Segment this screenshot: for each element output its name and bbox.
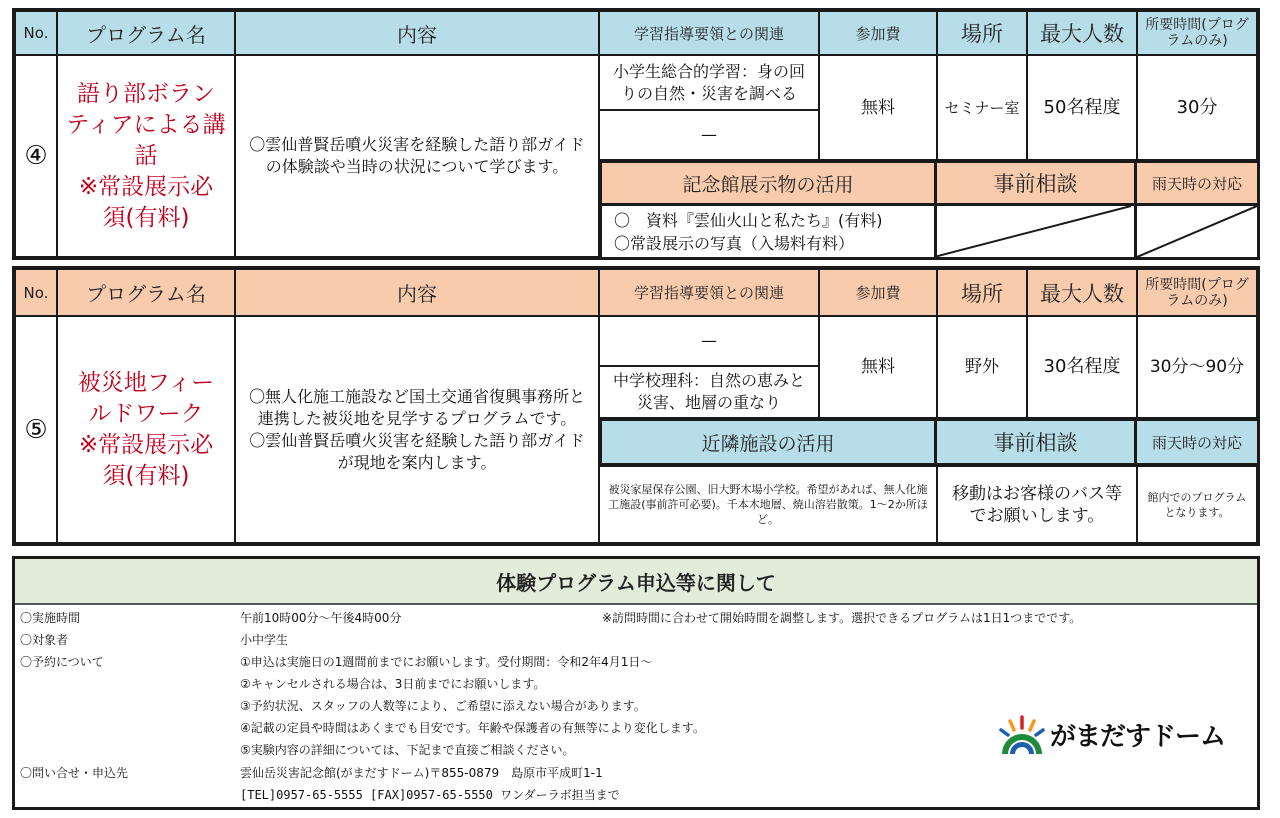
info-reservation-item: ⑤実験内容の詳細については、下記まで直接ご相談ください。 [240, 743, 575, 757]
program-5-content [235, 316, 599, 543]
info-time-note: ※訪問時間に合わせて開始時間を調整します。選択できるプログラムは1日1つまでです。 [602, 611, 1082, 625]
header-max: 最大人数 [1027, 269, 1137, 316]
program-5-rain-header: 雨天時の対応 [1137, 418, 1260, 466]
program-4-max: 50名程度 [1027, 55, 1137, 160]
info-reservation-item: ④記載の定員や時間はあくまでも目安です。年齢や保護者の有無等により変化します。 [240, 721, 705, 735]
program-4-title-line: 須(有料) [102, 204, 190, 231]
program-4-time: 30分 [1137, 55, 1257, 160]
program-5-content-1: 〇無人化施工施設など国土交通省復興事務所と連携した被災地を見学するプログラムです。 [248, 386, 585, 428]
program-5-utilization-header: 近隣施設の活用 [599, 418, 937, 466]
program-4-rain-header: 雨天時の対応 [1137, 160, 1260, 206]
program-4-guideline-2: — [599, 110, 819, 160]
header-content: 内容 [235, 269, 599, 316]
program-4-fee: 無料 [819, 55, 937, 160]
header-guideline: 学習指導要領との関連 [599, 269, 819, 316]
program-4-guideline-1: 小学生総合的学習：身の回りの自然・災害を調べる [599, 55, 819, 110]
program-4-number: ④ [15, 55, 57, 257]
program-4-utilization-line: 〇常設展示の写真（入場料有料） [614, 233, 855, 253]
header-fee: 参加費 [819, 269, 937, 316]
program-4-rain-empty [1137, 206, 1260, 260]
program-5-number: ⑤ [15, 316, 57, 543]
logo-text: がまだすドーム [1050, 722, 1226, 752]
info-target-label: 〇対象者 [20, 633, 69, 647]
program-5-title [57, 316, 235, 543]
program-5-content-2: 〇雲仙普賢岳噴火災害を経験した語り部ガイドが現地を案内します。 [249, 430, 585, 472]
program-4-title-line: ※常設展示必 [78, 173, 214, 200]
program-4-utilization-header: 記念館展示物の活用 [599, 160, 937, 206]
info-target-value: 小中学生 [240, 633, 289, 647]
info-contact-line-1: 雲仙岳災害記念館(がまだすドーム)〒855-0879 島原市平成町1-1 [240, 766, 603, 780]
info-contact-line-2: [TEL]0957-65-5555 [FAX]0957-65-5550 ワンダーラボ担当まで [240, 788, 620, 802]
header-program-name: プログラム名 [57, 269, 235, 316]
program-4-title-line: 語り部ボラン [77, 80, 215, 107]
info-reservation-item: ①申込は実施日の1週間前までにお願いします。受付期間：令和2年4月1日〜 [240, 655, 653, 669]
header-max: 最大人数 [1027, 11, 1137, 55]
program-5-title-line: ルドワーク [88, 400, 204, 427]
program-5-title-line: 須(有料) [102, 462, 190, 489]
header-guideline: 学習指導要領との関連 [599, 11, 819, 55]
diagonal-slash-icon [1137, 206, 1260, 260]
program-5-place: 野外 [937, 316, 1027, 418]
program-5-title-line: ※常設展示必 [78, 431, 214, 458]
program-5-guideline-2: 中学校理科：自然の恵みと災害、地層の重なり [599, 366, 819, 418]
header-time: 所要時間(プログラムのみ) [1137, 269, 1257, 316]
info-reservation-item: ③予約状況、スタッフの人数等により、ご希望に添えない場合があります。 [240, 699, 646, 713]
header-no: No. [15, 269, 57, 316]
program-4-reserve-empty [937, 206, 1137, 260]
program-5-fee: 無料 [819, 316, 937, 418]
program-4-title-line: ティアによる講 [66, 111, 226, 138]
program-4-title [57, 55, 235, 257]
program-4-utilization-line: 〇 資料『雲仙火山と私たち』(有料) [614, 210, 883, 230]
program-5-title-line: 被災地フィー [77, 369, 215, 396]
info-contact-label: 〇問い合せ・申込先 [20, 766, 129, 780]
program-5-reserve-header: 事前相談 [937, 418, 1137, 466]
dome-logo-icon [998, 714, 1046, 756]
diagonal-slash-icon [937, 206, 1134, 260]
info-time-label: 〇実施時間 [20, 611, 81, 625]
program-4-place: セミナー室 [937, 55, 1027, 160]
info-reservation-item: ②キャンセルされる場合は、3日前までにお願いします。 [240, 677, 546, 691]
header-time: 所要時間(プログラムのみ) [1137, 11, 1257, 55]
header-place: 場所 [937, 269, 1027, 316]
program-5-max: 30名程度 [1027, 316, 1137, 418]
program-5-time: 30分〜90分 [1137, 316, 1257, 418]
program-4-reserve-header: 事前相談 [937, 160, 1137, 206]
program-5-utilization: 被災家屋保存公園、旧大野木場小学校。希望があれば、無人化施工施設(事前許可必要)。千本木地層、焼山溶岩散策。1〜2か所ほど。 [599, 466, 937, 543]
header-program-name: プログラム名 [57, 11, 235, 55]
info-title: 体験プログラム申込等に関して [15, 559, 1257, 605]
info-reservation-label: 〇予約について [20, 655, 104, 669]
gamadasu-dome-logo [998, 712, 1228, 758]
program-5-rain: 館内でのプログラムとなります。 [1137, 466, 1257, 543]
program-4-utilization [599, 206, 937, 260]
header-no: No. [15, 11, 57, 55]
header-content: 内容 [235, 11, 599, 55]
program-5-guideline-1: — [599, 316, 819, 366]
program-5-reserve: 移動はお客様のバス等でお願いします。 [937, 466, 1137, 543]
program-4-content: 〇雲仙普賢岳噴火災害を経験した語り部ガイドの体験談や当時の状況について学びます。 [235, 55, 599, 257]
header-fee: 参加費 [819, 11, 937, 55]
program-4-title-line: 話 [134, 142, 158, 169]
info-time-value: 午前10時00分〜午後4時00分 [240, 611, 402, 625]
header-place: 場所 [937, 11, 1027, 55]
